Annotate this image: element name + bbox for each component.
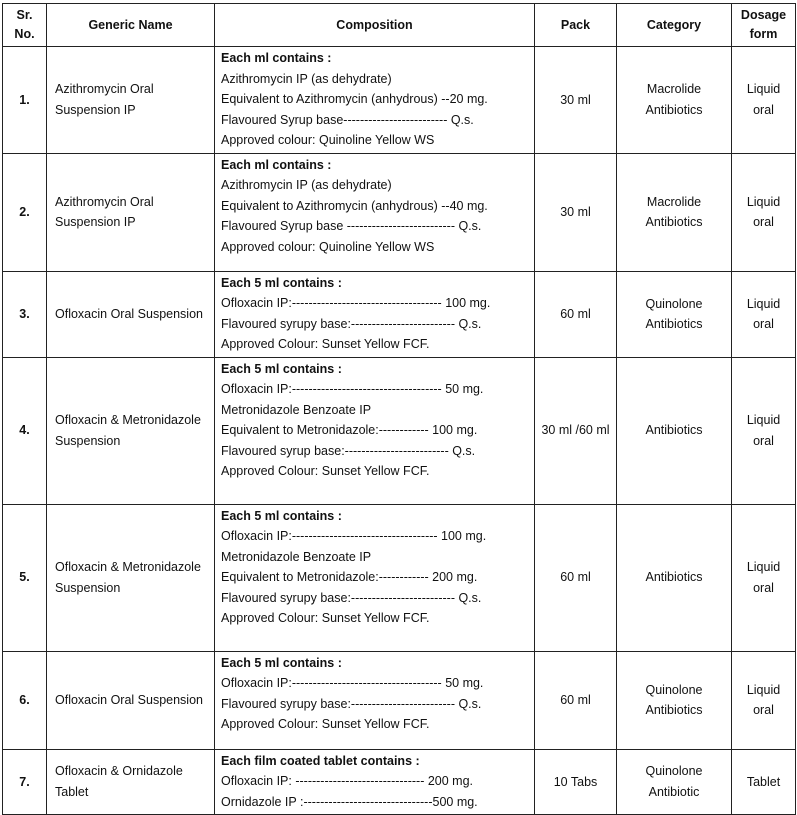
composition-cell	[215, 749, 535, 815]
generic-name-cell: Ofloxacin Oral Suspension	[47, 651, 215, 749]
composition-line: Ofloxacin IP:------------------------------------ 50 mg.	[221, 382, 484, 396]
composition-cell	[215, 47, 535, 154]
composition-line: Azithromycin IP (as dehydrate)	[221, 71, 392, 86]
sr-no-cell: 7.	[3, 749, 47, 815]
generic-name-cell: Ofloxacin & Metronidazole Suspension	[47, 504, 215, 651]
composition-line: Ofloxacin IP:------------------------------------ 50 mg.	[221, 676, 484, 690]
composition-cell	[215, 271, 535, 357]
dosage-form-cell: Liquid oral	[732, 504, 796, 651]
composition-heading: Each film coated tablet contains :	[221, 753, 420, 768]
dosage-form-cell: Liquid oral	[732, 357, 796, 504]
composition-cell	[215, 504, 535, 651]
table-row	[3, 271, 796, 357]
dosage-form-cell: Tablet	[732, 749, 796, 815]
sr-no-cell: 4.	[3, 357, 47, 504]
composition-line: Equivalent to Metronidazole:------------ 200 mg.	[221, 570, 478, 584]
composition-line: Flavoured syrup base:------------------------- Q.s.	[221, 443, 476, 458]
composition-line: Approved colour: Quinoline Yellow WS	[221, 133, 435, 147]
composition-cell	[215, 651, 535, 749]
composition-line: Azithromycin IP (as dehydrate)	[221, 178, 392, 192]
category-cell: Antibiotics	[617, 504, 732, 651]
composition-line: Approved colour: Quinoline Yellow WS	[221, 239, 435, 254]
composition-line: Approved Colour: Sunset Yellow FCF.	[221, 464, 430, 478]
pack-cell: 60 ml	[535, 504, 617, 651]
category-cell: Quinolone Antibiotics	[617, 651, 732, 749]
generic-name-cell: Ofloxacin & Ornidazole Tablet	[47, 749, 215, 815]
header-dosage-form: Dosage form	[732, 4, 796, 47]
pack-cell: 30 ml	[535, 153, 617, 271]
generic-name-cell: Azithromycin Oral Suspension IP	[47, 47, 215, 154]
header-composition: Composition	[215, 4, 535, 47]
dosage-form-cell: Liquid oral	[732, 271, 796, 357]
composition-line: Ofloxacin IP: ------------------------------- 200 mg.	[221, 774, 474, 788]
composition-line: Approved Colour: Sunset Yellow FCF.	[221, 717, 430, 731]
header-generic-name: Generic Name	[47, 4, 215, 47]
table-row	[3, 504, 796, 651]
sr-no-cell: 2.	[3, 153, 47, 271]
composition-line: Approved Colour: Sunset Yellow FCF.	[221, 337, 430, 351]
pack-cell: 30 ml /60 ml	[535, 357, 617, 504]
category-cell: Antibiotics	[617, 357, 732, 504]
composition-heading: Each 5 ml contains :	[221, 361, 342, 376]
composition-line: Equivalent to Azithromycin (anhydrous) --20 mg.	[221, 92, 488, 106]
composition-heading: Each 5 ml contains :	[221, 655, 342, 670]
table-row	[3, 749, 796, 815]
header-category: Category	[617, 4, 732, 47]
composition-line: Equivalent to Azithromycin (anhydrous) --40 mg.	[221, 198, 488, 213]
category-cell: Quinolone Antibiotic	[617, 749, 732, 815]
composition-line: Flavoured syrupy base:------------------------- Q.s.	[221, 316, 482, 331]
composition-line: Ofloxacin IP:----------------------------------- 100 mg.	[221, 529, 487, 543]
composition-line: Flavoured Syrup base------------------------- Q.s.	[221, 112, 474, 127]
composition-heading: Each ml contains :	[221, 51, 332, 65]
composition-line: Approved Colour: Sunset Yellow FCF.	[221, 611, 430, 625]
composition-line: Flavoured syrupy base:------------------------- Q.s.	[221, 590, 482, 605]
composition-heading: Each 5 ml contains :	[221, 275, 342, 290]
pack-cell: 60 ml	[535, 271, 617, 357]
table-row	[3, 357, 796, 504]
category-cell: Macrolide Antibiotics	[617, 47, 732, 154]
table-row	[3, 153, 796, 271]
table-header-row	[3, 4, 796, 47]
product-table	[2, 3, 796, 815]
generic-name-cell: Ofloxacin & Metronidazole Suspension	[47, 357, 215, 504]
composition-line: Ornidazole IP :-------------------------------500 mg.	[221, 794, 478, 809]
composition-line: Flavoured Syrup base -------------------------- Q.s.	[221, 219, 482, 233]
composition-line: Metronidazole Benzoate IP	[221, 402, 372, 417]
category-cell: Quinolone Antibiotics	[617, 271, 732, 357]
table-row	[3, 47, 796, 154]
composition-cell	[215, 357, 535, 504]
dosage-form-cell: Liquid oral	[732, 153, 796, 271]
composition-line: Equivalent to Metronidazole:------------ 100 mg.	[221, 423, 478, 437]
pack-cell: 60 ml	[535, 651, 617, 749]
table-body	[3, 47, 796, 815]
composition-heading: Each 5 ml contains :	[221, 508, 342, 523]
generic-name-cell: Azithromycin Oral Suspension IP	[47, 153, 215, 271]
category-cell: Macrolide Antibiotics	[617, 153, 732, 271]
pack-cell: 30 ml	[535, 47, 617, 154]
dosage-form-cell: Liquid oral	[732, 651, 796, 749]
composition-line: Metronidazole Benzoate IP	[221, 549, 372, 564]
composition-cell	[215, 153, 535, 271]
composition-line: Ofloxacin IP:------------------------------------ 100 mg.	[221, 296, 491, 310]
header-pack: Pack	[535, 4, 617, 47]
sr-no-cell: 5.	[3, 504, 47, 651]
pack-cell: 10 Tabs	[535, 749, 617, 815]
composition-heading: Each ml contains :	[221, 157, 332, 172]
table-row	[3, 651, 796, 749]
dosage-form-cell: Liquid oral	[732, 47, 796, 154]
sr-no-cell: 6.	[3, 651, 47, 749]
composition-line: Flavoured syrupy base:------------------------- Q.s.	[221, 696, 482, 711]
sr-no-cell: 1.	[3, 47, 47, 154]
sr-no-cell: 3.	[3, 271, 47, 357]
header-sr-no: Sr. No.	[3, 4, 47, 47]
generic-name-cell: Ofloxacin Oral Suspension	[47, 271, 215, 357]
